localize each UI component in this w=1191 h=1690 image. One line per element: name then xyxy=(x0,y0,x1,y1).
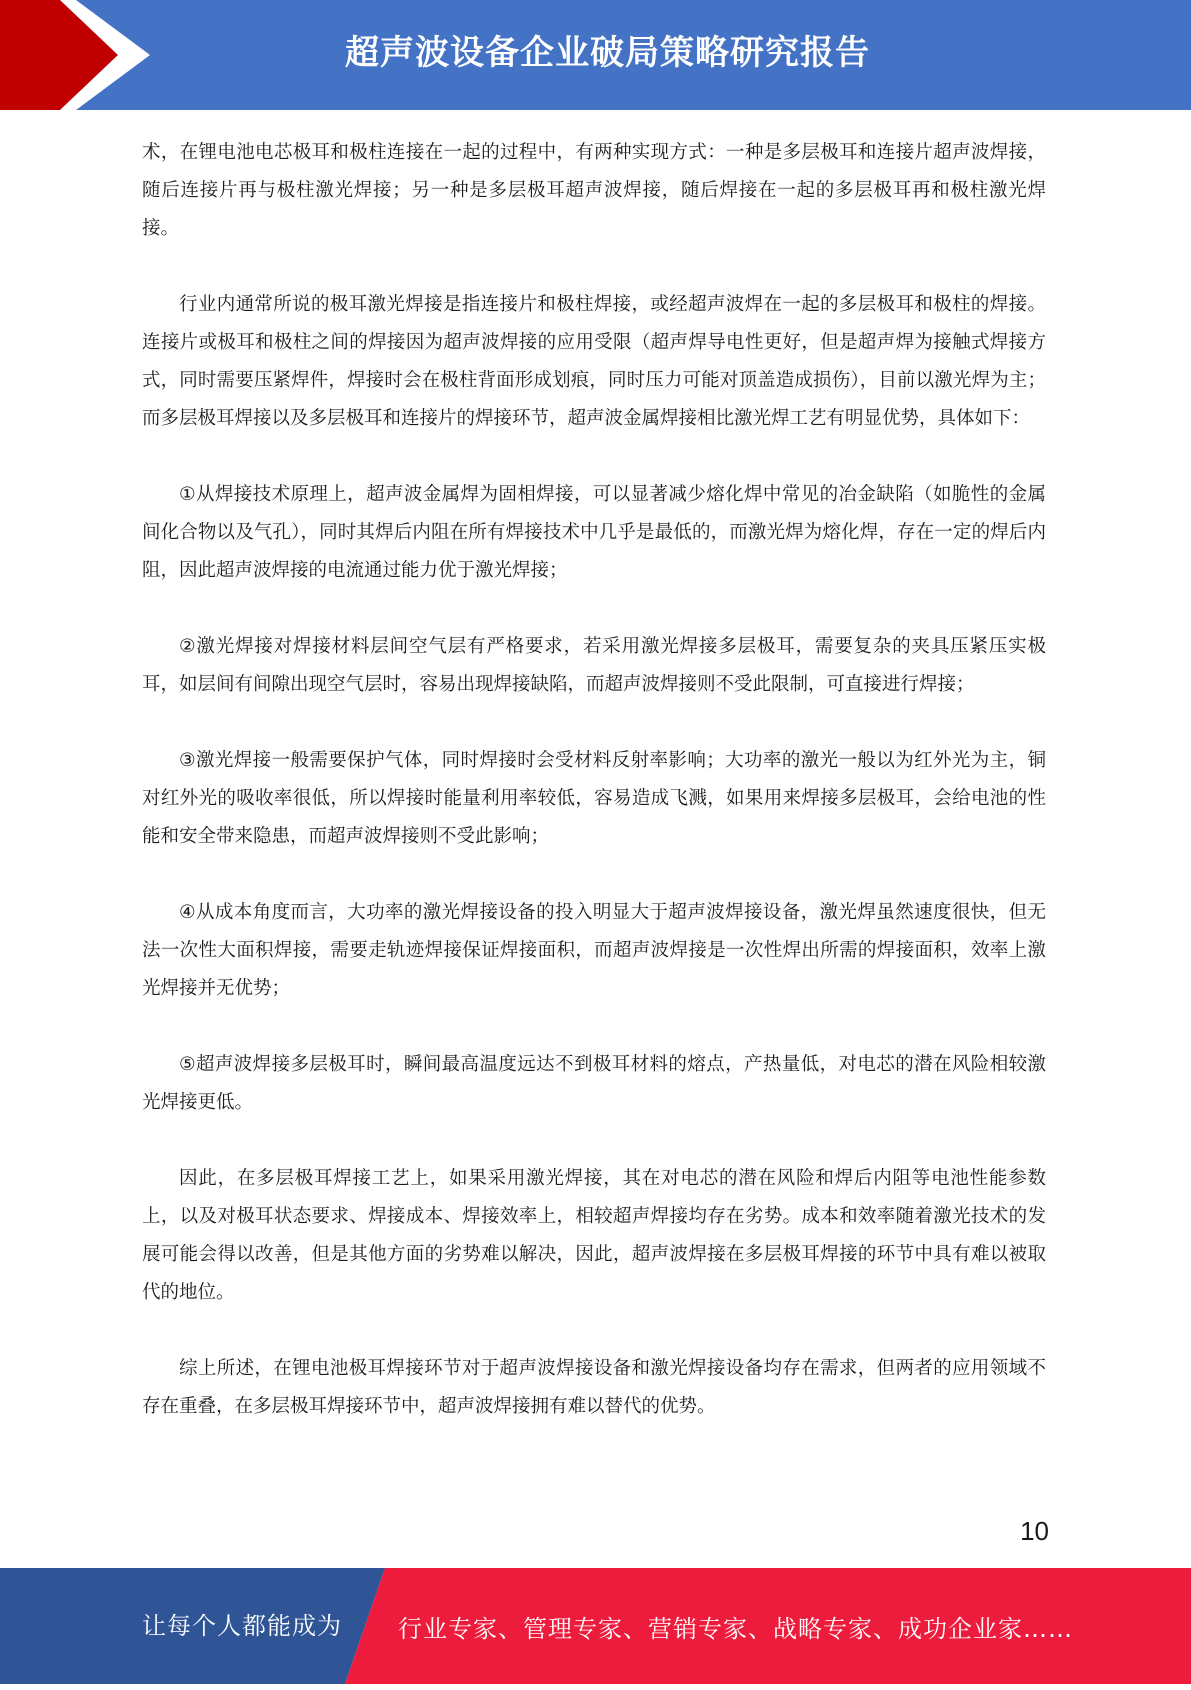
footer-slogan-right: 行业专家、管理专家、营销专家、战略专家、成功企业家…… xyxy=(398,1615,1073,1643)
paragraph-point-4: ④从成本角度而言，大功率的激光焊接设备的投入明显大于超声波焊接设备，激光焊虽然速度很快，但无法一次性大面积焊接，需要走轨迹焊接保证焊接面积，而超声波焊接是一次性焊出所需的焊接面积，效率上激光焊接并无优势； xyxy=(142,902,1046,999)
report-title: 超声波设备企业破局策略研究报告 xyxy=(345,33,870,73)
paragraph-summary: 综上所述，在锂电池极耳焊接环节对于超声波焊接设备和激光焊接设备均存在需求，但两者的应用领域不存在重叠，在多层极耳焊接环节中，超声波焊接拥有难以替代的优势。 xyxy=(142,1358,1046,1417)
footer-slogan-left: 让每个人都能成为 xyxy=(142,1612,342,1640)
paragraph-conclusion: 因此，在多层极耳焊接工艺上，如果采用激光焊接，其在对电芯的潜在风险和焊后内阻等电池性能参数上，以及对极耳状态要求、焊接成本、焊接效率上，相较超声焊接均存在劣势。成本和效率随着激光技术的发展可能会得以改善，但是其他方面的劣势难以解决，因此，超声波焊接在多层极耳焊接的环节中具有难以被取代的地位。 xyxy=(142,1168,1046,1303)
paragraph-point-1: ①从焊接技术原理上，超声波金属焊为固相焊接，可以显著减少熔化焊中常见的冶金缺陷（如脆性的金属间化合物以及气孔），同时其焊后内阻在所有焊接技术中几乎是最低的，而激光焊为熔化焊，存在一定的焊后内阻，因此超声波焊接的电流通过能力优于激光焊接； xyxy=(142,484,1046,581)
page-header xyxy=(0,0,1191,110)
body-content xyxy=(142,134,1046,1464)
page-footer xyxy=(0,1568,1191,1684)
paragraph-continuation: 术，在锂电池电芯极耳和极柱连接在一起的过程中，有两种实现方式：一种是多层极耳和连接片超声波焊接，随后连接片再与极柱激光焊接；另一种是多层极耳超声波焊接，随后焊接在一起的多层极耳再和极柱激光焊接。 xyxy=(142,142,1046,239)
paragraph-laser-welding-intro: 行业内通常所说的极耳激光焊接是指连接片和极柱焊接，或经超声波焊在一起的多层极耳和极柱的焊接。连接片或极耳和极柱之间的焊接因为超声波焊接的应用受限（超声焊导电性更好，但是超声焊为接触式焊接方式，同时需要压紧焊件，焊接时会在极柱背面形成划痕，同时压力可能对顶盖造成损伤），目前以激光焊为主；而多层极耳焊接以及多层极耳和连接片的焊接环节，超声波金属焊接相比激光焊工艺有明显优势，具体如下： xyxy=(142,294,1046,429)
paragraph-point-2: ②激光焊接对焊接材料层间空气层有严格要求，若采用激光焊接多层极耳，需要复杂的夹具压紧压实极耳，如层间有间隙出现空气层时，容易出现焊接缺陷，而超声波焊接则不受此限制，可直接进行焊接； xyxy=(142,636,1046,695)
paragraph-point-3: ③激光焊接一般需要保护气体，同时焊接时会受材料反射率影响；大功率的激光一般以为红外光为主，铜对红外光的吸收率很低，所以焊接时能量利用率较低，容易造成飞溅，如果用来焊接多层极耳，会给电池的性能和安全带来隐患，而超声波焊接则不受此影响； xyxy=(142,750,1046,847)
page-number: 10 xyxy=(1020,1516,1049,1546)
paragraph-point-5: ⑤超声波焊接多层极耳时，瞬间最高温度远达不到极耳材料的熔点，产热量低，对电芯的潜在风险相较激光焊接更低。 xyxy=(142,1054,1046,1113)
